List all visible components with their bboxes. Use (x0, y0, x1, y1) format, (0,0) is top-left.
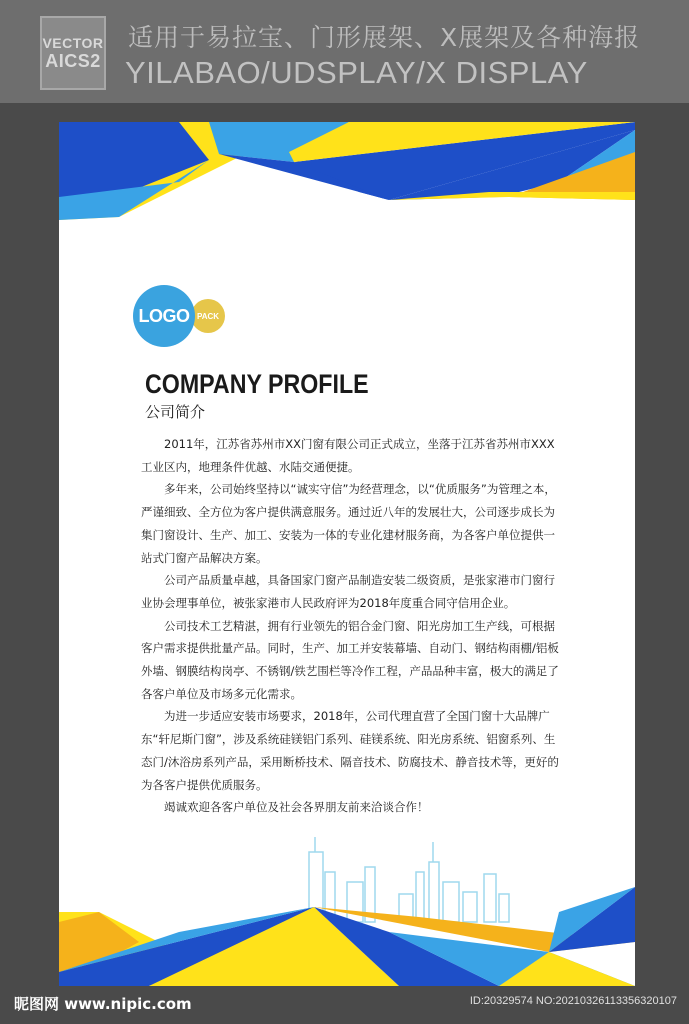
badge-line1: VECTOR (42, 34, 104, 51)
paragraph: 公司技术工艺精湛，拥有行业领先的铝合金门窗、阳光房加工生产线，可根据客户需求提供批量产品。同时，生产、加工并安装幕墙、自动门、钢结构雨棚/铝板外墙、钢膜结构岗亭、不锈钢/铁艺围栏等冷作工程，产品品种丰富，极大的满足了各客户单位及市场多元化需求。 (141, 618, 559, 701)
company-logo (133, 285, 233, 347)
poster (59, 122, 635, 986)
banner-title-cn: 适用于易拉宝、门形展架、X展架及各种海报 (128, 23, 641, 52)
vector-badge (40, 16, 106, 90)
paragraph: 为进一步适应安装市场要求，2018年，公司代理直营了全国门窗十大品牌广东“轩尼斯门窗”，涉及系统硅镁铝门系列、硅镁系统、阳光房系统、铝窗系列、生态门/沐浴房系列产品，采用断桥技术、隔音技术、防腐技术、静音技术等，更好的为各客户提供优质服务。 (141, 709, 559, 792)
logo-main-circle: LOGO (133, 285, 195, 347)
watermark-site: 昵图网 www.nipic.com (14, 995, 192, 1013)
paragraph: 竭诚欢迎各客户单位及社会各界朋友前来洽谈合作！ (164, 800, 429, 815)
paragraph: 2011年，江苏省苏州市XX门窗有限公司正式成立，坐落于江苏省苏州市XXX工业区内，地理条件优越、水陆交通便捷。 (141, 437, 555, 474)
heading-chinese: 公司简介 (145, 403, 206, 421)
city-skyline (309, 837, 509, 922)
profile-body (141, 433, 563, 819)
paragraph: 多年来，公司始终坚持以“诚实守信”为经营理念，以“优质服务”为管理之本，严谨细致、全方位为客户提供满意服务。通过近八年的发展壮大，公司逐步成长为集门窗设计、生产、加工、安装为一体的专业化建材服务商，为各客户单位提供一站式门窗产品解决方案。 (141, 482, 556, 565)
badge-line2: AICS2 (45, 50, 101, 71)
watermark-id: ID:20329574 NO:20210326113356320107 (469, 995, 677, 1007)
paragraph: 公司产品质量卓越，具备国家门窗产品制造安装二级资质，是张家港市门窗行业协会理事单位，被张家港市人民政府评为2018年度重合同守信用企业。 (141, 573, 555, 610)
banner-title-en: YILABAO/UDSPLAY/X DISPLAY (125, 55, 588, 90)
logo-pack-circle: PACK (191, 299, 225, 333)
top-banner (0, 0, 689, 103)
heading-english: COMPANY PROFILE (145, 369, 369, 399)
